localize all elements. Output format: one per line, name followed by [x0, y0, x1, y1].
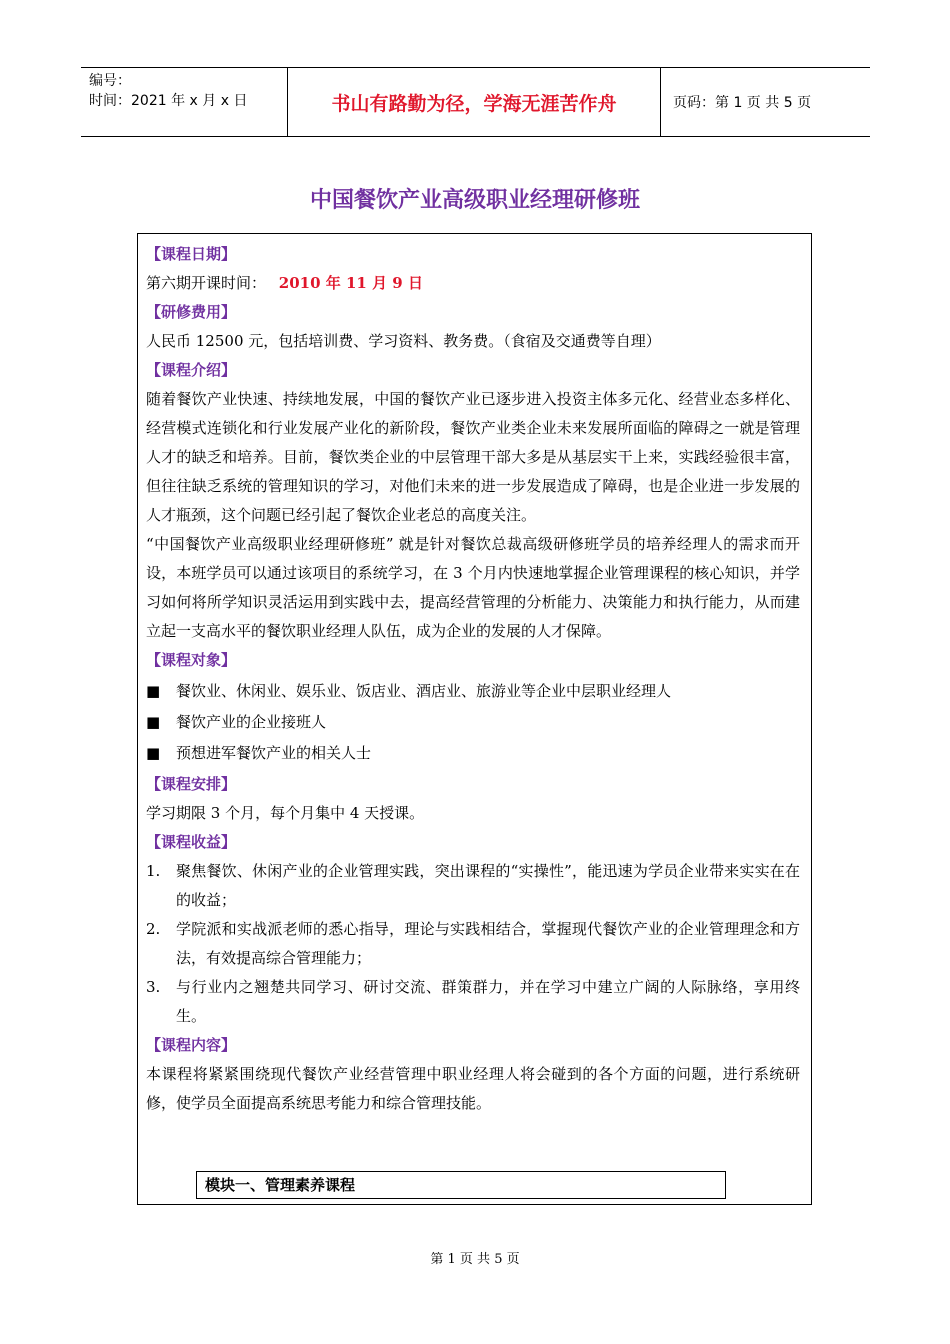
section-heading-date: 【课程日期】: [146, 245, 237, 263]
page-footer: 第 1 页 共 5 页: [430, 1252, 520, 1267]
benefit-item: 2. 学院派和实战派老师的悉心指导，理论与实践相结合，掌握现代餐饮产业的企业管理理念和方法，有效提高综合管理能力；: [146, 920, 800, 967]
intro-paragraph-1: 随着餐饮产业快速、持续地发展，中国的餐饮产业已逐步进入投资主体多元化、经营业态多样化、经营模式连锁化和行业发展产业化的新阶段，餐饮产业类企业未来发展所面临的障碍之一就是管理人才的缺乏和培养。目前，餐饮类企业的中层管理干部大多是从基层实干上来，实践经验很丰富，但往往缺乏系统的管理知识的学习，对他们未来的进一步发展造成了障碍，也是企业进一步发展的人才瓶颈，这个问题已经引起了餐饮企业老总的高度关注。: [146, 390, 800, 524]
section-heading-content: 【课程内容】: [146, 1036, 237, 1054]
schedule-text: 学习期限 3 个月，每个月集中 4 天授课。: [146, 804, 425, 822]
fee-text: 人民币 12500 元，包括培训费、学习资料、教务费。（食宿及交通费等自理）: [146, 332, 661, 350]
header-page-info: 页码：第 1 页 共 5 页: [673, 95, 812, 111]
header-left-cell: [81, 68, 288, 136]
section-heading-schedule: 【课程安排】: [146, 775, 237, 793]
benefit-item: 1. 聚焦餐饮、休闲产业的企业管理实践，突出课程的“实操性”，能迅速为学员企业带来实实在在的收益；: [146, 862, 800, 909]
code-label: 编号：: [89, 73, 131, 89]
bullet-icon: ■: [146, 744, 161, 762]
audience-item: ■ 餐饮业、休闲业、娱乐业、饭店业、酒店业、旅游业等企业中层职业经理人: [146, 677, 800, 706]
date-line: [146, 269, 800, 298]
section-heading-fee: 【研修费用】: [146, 303, 237, 321]
bullet-icon: ■: [146, 713, 161, 731]
module-title: 模块一、管理素养课程: [196, 1171, 726, 1199]
intro-paragraph-2: “中国餐饮产业高级职业经理研修班” 就是针对餐饮总裁高级研修班学员的培养经理人的需求而开设，本班学员可以通过该项目的系统学习，在 3 个月内快速地掌握企业管理课程的核心知识，并学习如何将所学知识灵活运用到实践中去，提高经营管理的分析能力、决策能力和执行能力，从而建立起一支高水平的餐饮职业经理人队伍，成为企业的发展的人才保障。: [146, 535, 800, 640]
date-value: 2010 年 11 月 9 日: [278, 274, 423, 292]
section-heading-audience: 【课程对象】: [146, 651, 237, 669]
section-heading-benefits: 【课程收益】: [146, 833, 237, 851]
content-text: 本课程将紧紧围绕现代餐饮产业经营管理中职业经理人将会碰到的各个方面的问题，进行系统研修，使学员全面提高系统思考能力和综合管理技能。: [146, 1065, 800, 1112]
date-label: 第六期开课时间：: [146, 274, 267, 292]
course-content: [146, 240, 800, 1118]
time-label: 时间：2021 年 x 月 x 日: [89, 93, 248, 109]
audience-item: ■ 餐饮产业的企业接班人: [146, 708, 800, 737]
benefit-item: 3. 与行业内之翘楚共同学习、研讨交流、群策群力，并在学习中建立广阔的人际脉络，享用终生。: [146, 978, 800, 1025]
header-motto: 书山有路勤为径，学海无涯苦作舟: [288, 68, 661, 136]
section-heading-intro: 【课程介绍】: [146, 361, 237, 379]
bullet-icon: ■: [146, 682, 161, 700]
audience-item: ■ 预想进军餐饮产业的相关人士: [146, 739, 800, 768]
header-table: [81, 67, 870, 137]
page-title: 中国餐饮产业高级职业经理研修班: [309, 188, 640, 213]
